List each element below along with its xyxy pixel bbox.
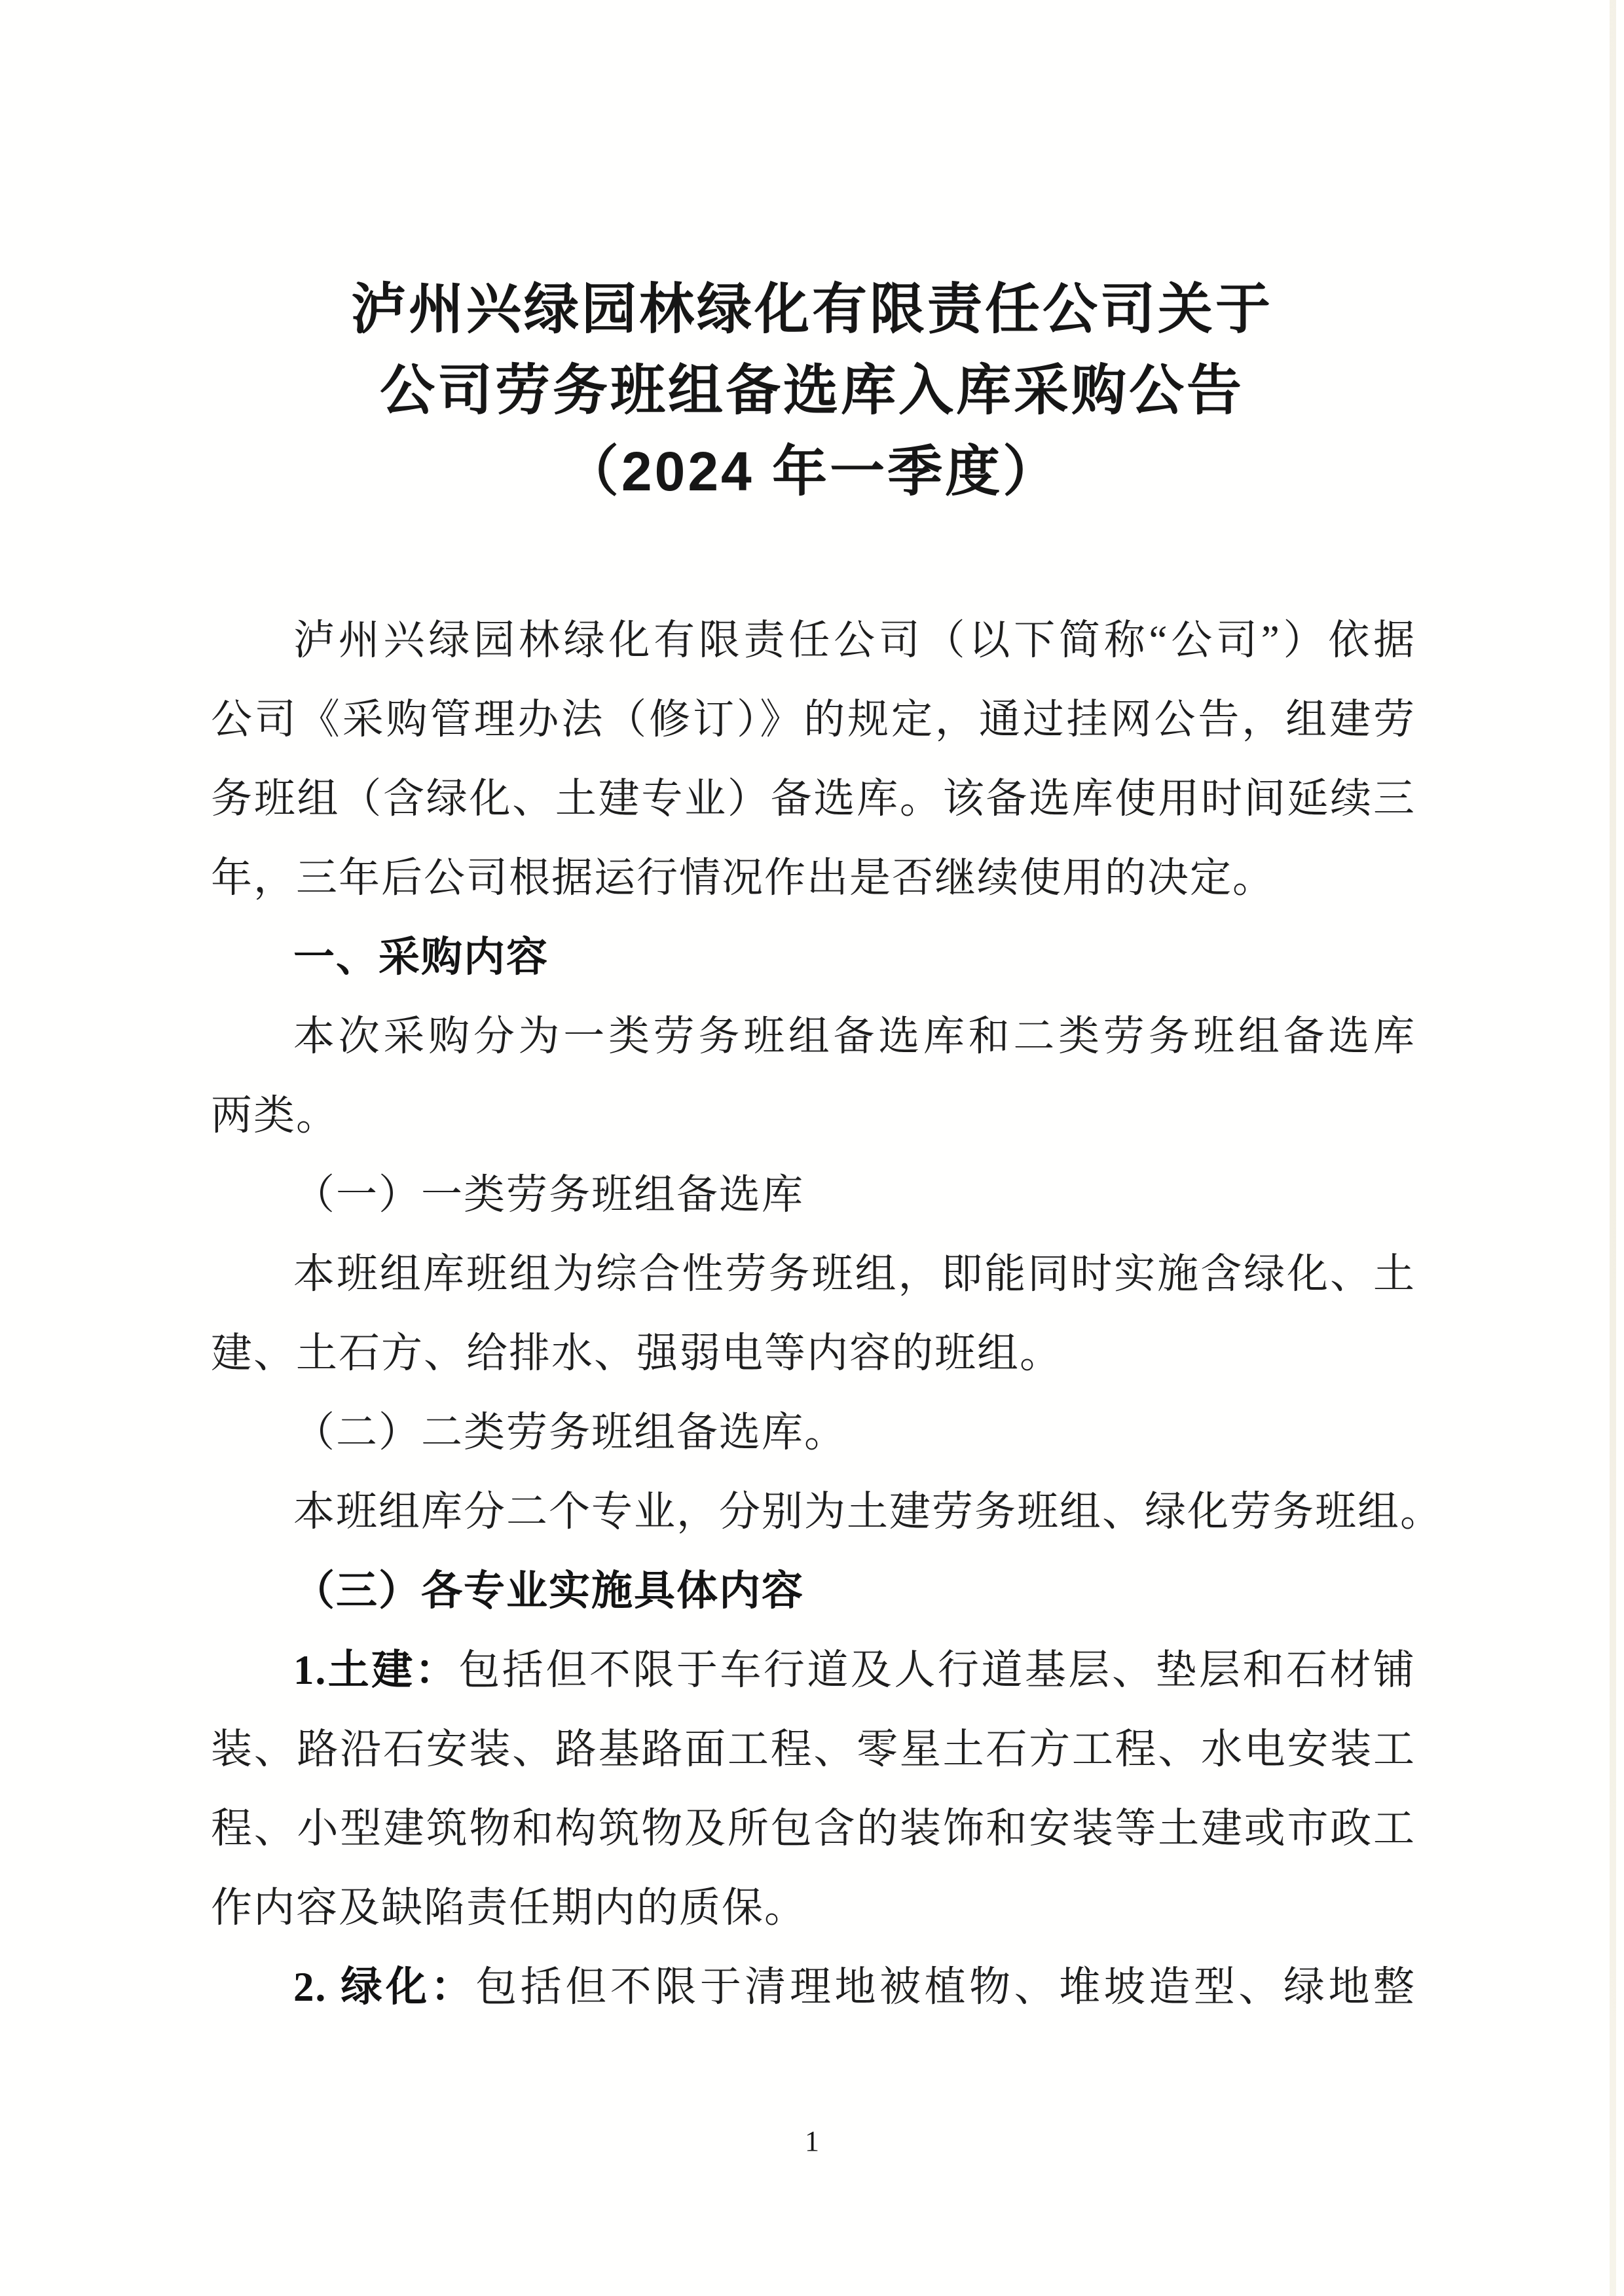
paragraph-line: 务班组（含绿化、土建专业）备选库。该备选库使用时间延续三: [211, 776, 1416, 822]
document-title: [0, 268, 1624, 512]
paragraph-text: 包括但不限于车行道及人行道基层、垫层和石材铺: [458, 1647, 1416, 1693]
list-item-label: 1.土建：: [293, 1647, 459, 1693]
paragraph-line: 装、路沿石安装、路基路面工程、零星土石方工程、水电安装工: [211, 1726, 1416, 1772]
document-title-line: 公司劳务班组备选库入库采购公告: [379, 359, 1244, 421]
subsection-heading-bold: （三）各专业实施具体内容: [293, 1568, 804, 1614]
subsection-heading: （二）二类劳务班组备选库。: [293, 1410, 847, 1455]
paragraph-line: [211, 1948, 1416, 2027]
paragraph-text: 包括但不限于清理地被植物、堆坡造型、绿地整: [475, 1964, 1416, 2010]
paragraph-line: 程、小型建筑物和构筑物及所包含的装饰和安装等土建或市政工: [211, 1806, 1416, 1851]
paragraph-line: 泸州兴绿园林绿化有限责任公司（以下简称“公司”）依据: [293, 617, 1416, 663]
document-title-line: （2024 年一季度）: [563, 441, 1061, 502]
paragraph-line: 本次采购分为一类劳务班组备选库和二类劳务班组备选库: [293, 1013, 1416, 1059]
list-item-label: 2. 绿化：: [293, 1964, 476, 2010]
page-number: 1: [805, 2125, 819, 2157]
paragraph-line: [211, 1631, 1416, 1710]
document-title-line: 泸州兴绿园林绿化有限责任公司关于: [350, 278, 1273, 340]
paragraph-line: 本班组库班组为综合性劳务班组，即能同时实施含绿化、土: [293, 1251, 1416, 1297]
paragraph-line: 年，三年后公司根据运行情况作出是否继续使用的决定。: [211, 855, 1275, 901]
paragraph-line: 建、土石方、给排水、强弱电等内容的班组。: [211, 1330, 1062, 1376]
subsection-heading: （一）一类劳务班组备选库: [293, 1172, 804, 1218]
paragraph-line: 两类。: [211, 1093, 339, 1139]
document-body: [211, 601, 1443, 2027]
paragraph-line: 公司《采购管理办法（修订）》的规定，通过挂网公告，组建劳: [211, 697, 1416, 742]
paragraph-line: 作内容及缺陷责任期内的质保。: [211, 1885, 807, 1931]
paragraph-line: 本班组库分二个专业，分别为土建劳务班组、绿化劳务班组。: [293, 1489, 1443, 1535]
section-heading: 一、采购内容: [293, 934, 549, 980]
